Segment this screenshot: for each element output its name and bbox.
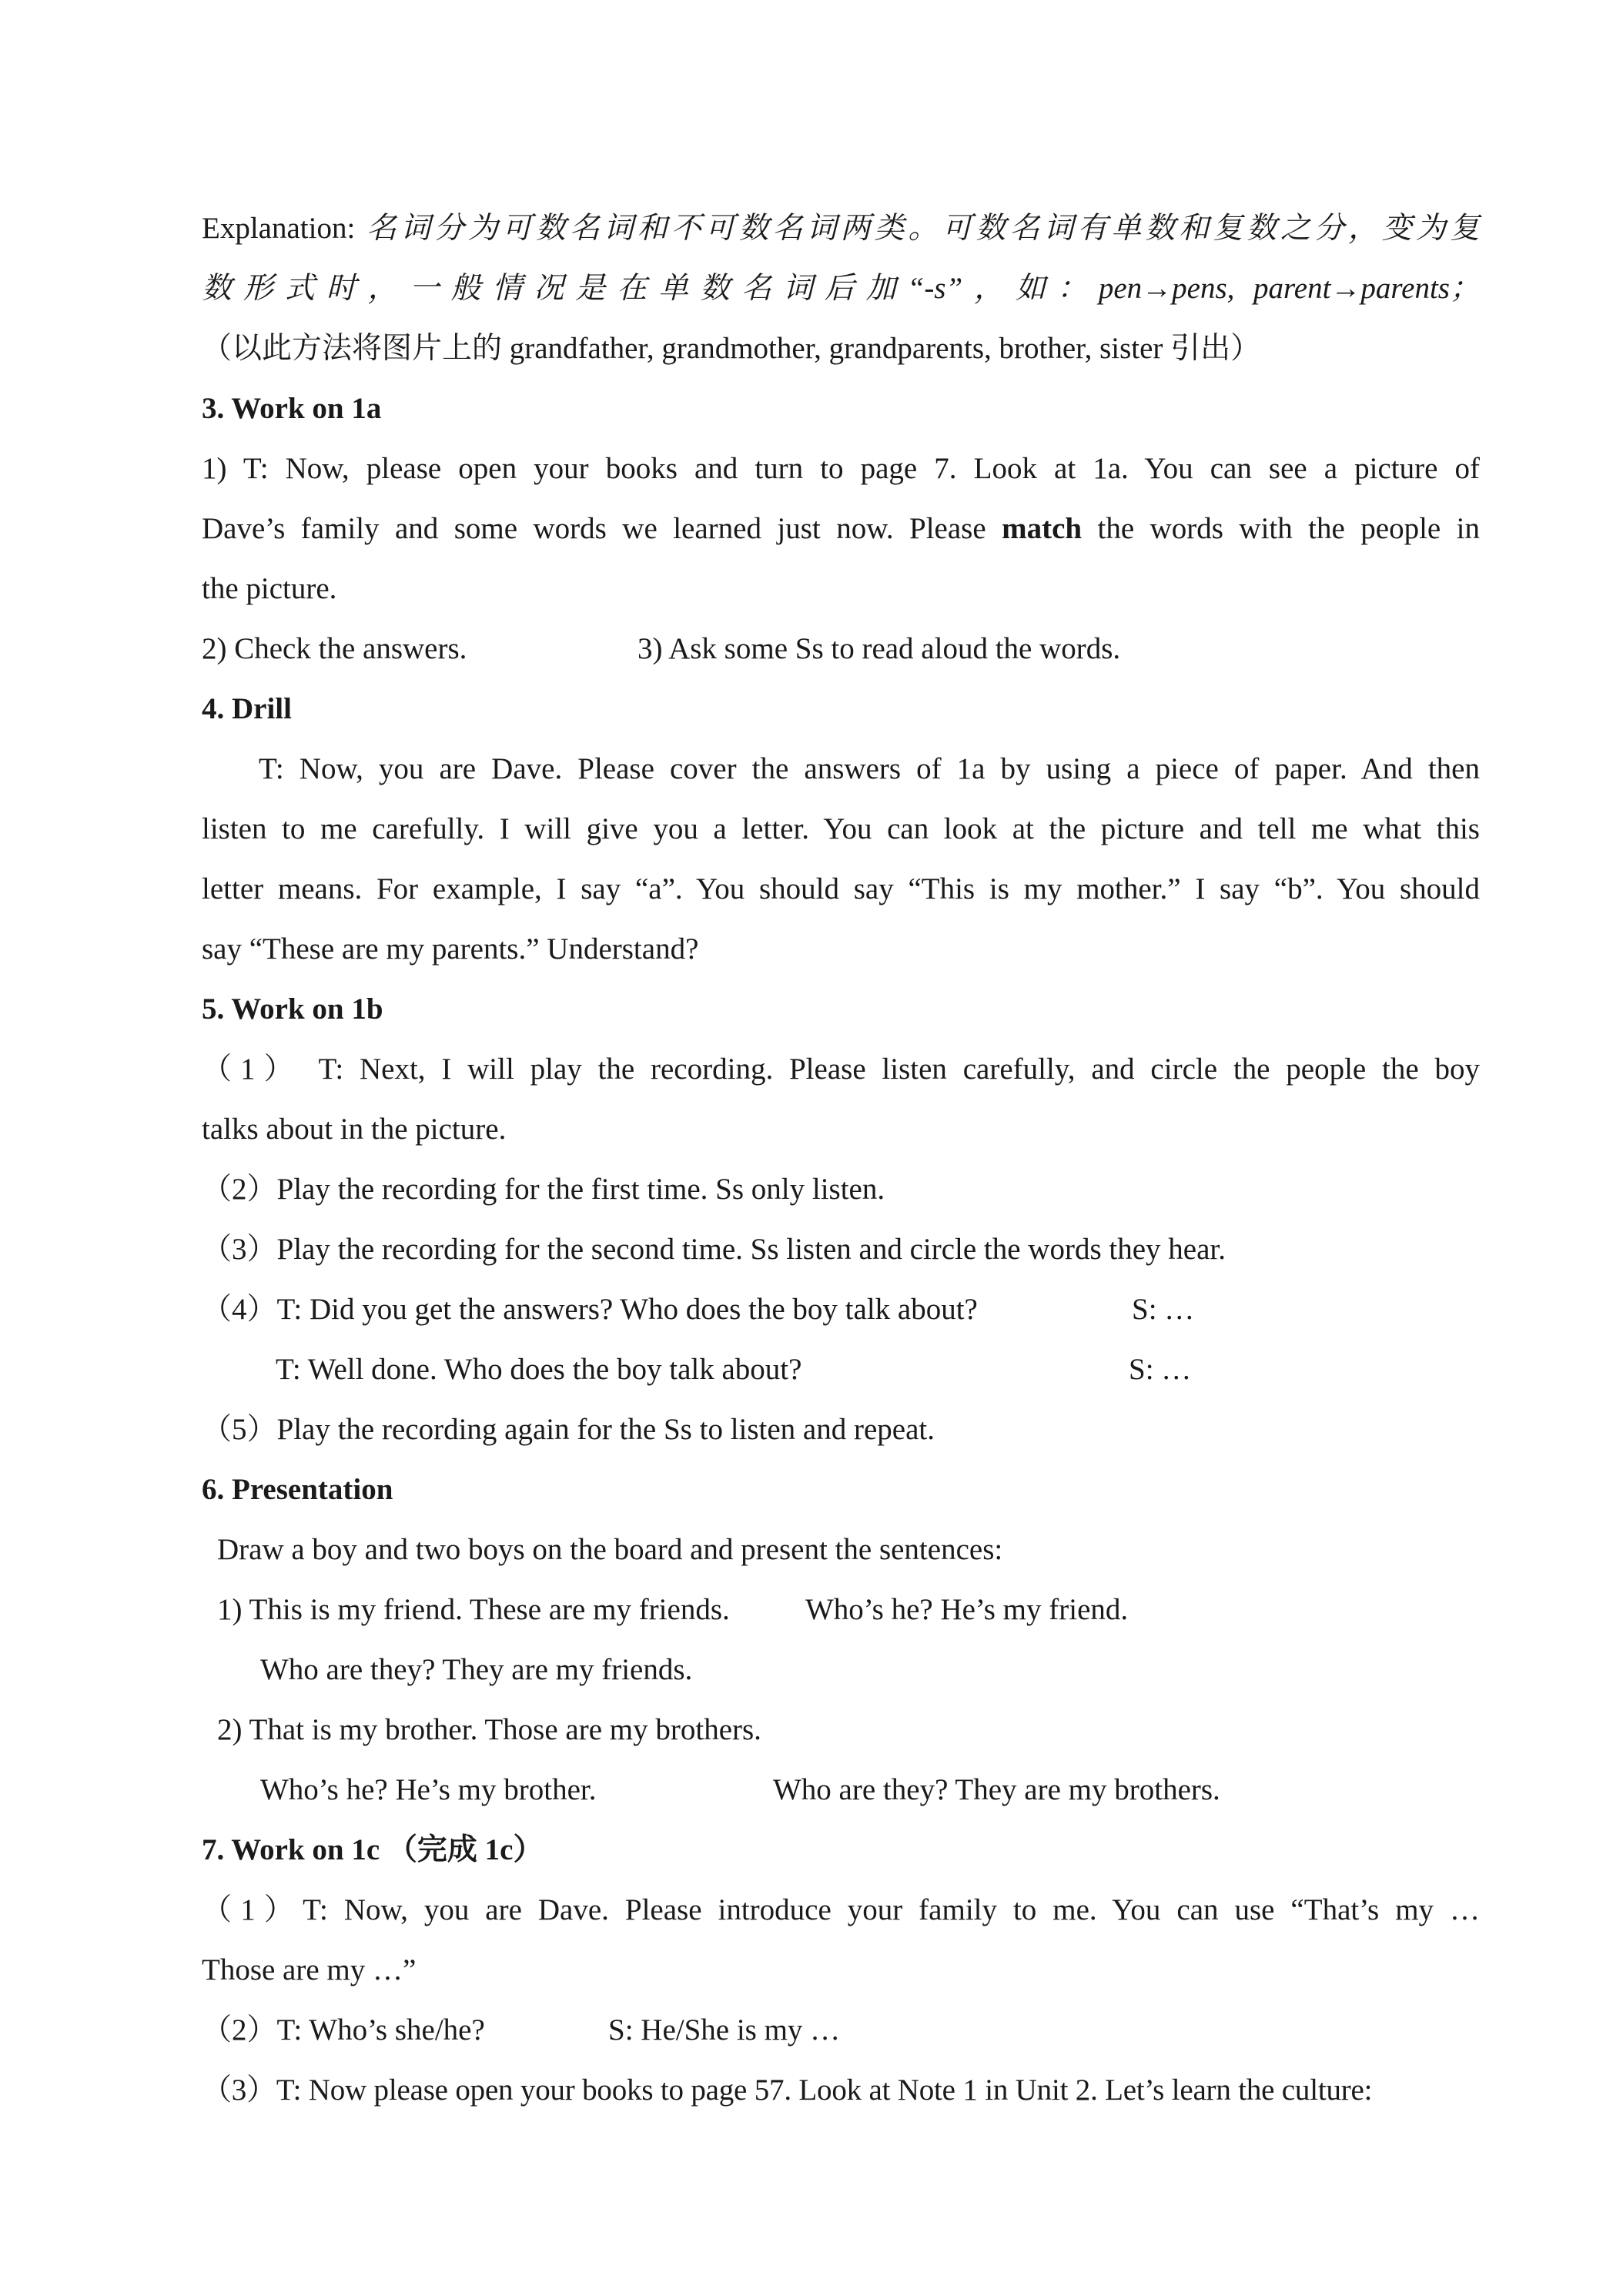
example-sentence: Who are they? They are my brothers. bbox=[773, 1773, 1220, 1806]
explanation-label: Explanation: bbox=[202, 212, 367, 245]
student-answer: S: … bbox=[1129, 1353, 1192, 1386]
teacher-question: T: Well done. Who does the boy talk about? bbox=[276, 1353, 802, 1386]
section-heading-work-on-1c: 7. Work on 1c （完成 1c） bbox=[202, 1833, 544, 1866]
explanation-line-1 bbox=[202, 199, 1480, 259]
paragraph-line: 1) T: Now, please open your books and turn to page 7. Look at 1a. You can see a picture of bbox=[202, 452, 1480, 485]
paragraph-line: the picture. bbox=[202, 572, 337, 605]
explanation-line-2: 数形式时，一般情况是在单数名词后加“-s”，如：pen→pens, parent→parents； bbox=[202, 272, 1480, 305]
list-item: （2）Play the recording for the first time. Ss only listen. bbox=[202, 1173, 885, 1206]
list-item: （3）T: Now please open your books to page 57. Look at Note 1 in Unit 2. Let’s learn the culture: bbox=[202, 2073, 1373, 2107]
text-span: the words with the people in bbox=[1082, 512, 1481, 545]
paragraph-line bbox=[202, 499, 1480, 559]
section-heading-work-on-1a: 3. Work on 1a bbox=[202, 392, 382, 425]
student-answer: S: He/She is my … bbox=[608, 2013, 841, 2047]
student-answer: S: … bbox=[1132, 1293, 1195, 1326]
list-item: （1） T: Next, I will play the recording. Please listen carefully, and circle the people the boy bbox=[202, 1053, 1480, 1086]
list-item: （5）Play the recording again for the Ss to listen and repeat. bbox=[202, 1413, 935, 1446]
step-read-aloud: 3) Ask some Ss to read aloud the words. bbox=[637, 632, 1121, 665]
example-line: 2) That is my brother. Those are my brothers. bbox=[217, 1713, 761, 1746]
list-item-continuation: talks about in the picture. bbox=[202, 1113, 507, 1146]
paragraph-line: say “These are my parents.” Understand? bbox=[202, 932, 699, 966]
list-item: （3）Play the recording for the second time. Ss listen and circle the words they hear. bbox=[202, 1233, 1226, 1266]
bold-word-match: match bbox=[1002, 512, 1083, 545]
list-item-continuation: Those are my …” bbox=[202, 1953, 417, 1986]
paragraph-line: Draw a boy and two boys on the board and present the sentences: bbox=[217, 1533, 1003, 1566]
document-page bbox=[202, 199, 1480, 2120]
example-sentence: Who’s he? He’s my brother. bbox=[260, 1773, 597, 1806]
paragraph-line: T: Now, you are Dave. Please cover the answers of 1a by using a piece of paper. And then bbox=[259, 752, 1480, 785]
section-heading-drill: 4. Drill bbox=[202, 692, 292, 725]
step-check-answers: 2) Check the answers. bbox=[202, 632, 467, 665]
two-column-line bbox=[202, 619, 1480, 679]
section-heading-work-on-1b: 5. Work on 1b bbox=[202, 992, 383, 1026]
explanation-line-3: （以此方法将图片上的 grandfather, grandmother, grandparents, brother, sister 引出） bbox=[202, 332, 1261, 365]
list-item bbox=[202, 1280, 1480, 1340]
list-item: （1）T: Now, you are Dave. Please introduce your family to me. You can use “That’s my … bbox=[202, 1893, 1480, 1926]
paragraph-line: listen to me carefully. I will give you a letter. You can look at the picture and tell me what this bbox=[202, 812, 1480, 845]
list-item-continuation bbox=[202, 1340, 1480, 1400]
teacher-question: （4）T: Did you get the answers? Who does the boy talk about? bbox=[202, 1293, 978, 1326]
section-heading-presentation: 6. Presentation bbox=[202, 1473, 393, 1506]
example-sentence: 1) This is my friend. These are my friends. bbox=[217, 1593, 730, 1626]
example-sentence: Who’s he? He’s my friend. bbox=[805, 1593, 1129, 1626]
example-line bbox=[202, 1580, 1480, 1640]
example-line: Who are they? They are my friends. bbox=[260, 1653, 693, 1686]
teacher-question: （2）T: Who’s she/he? bbox=[202, 2013, 485, 2047]
text-span: Dave’s family and some words we learned just now. Please bbox=[202, 512, 1002, 545]
example-line bbox=[202, 1760, 1480, 1820]
list-item bbox=[202, 2000, 1480, 2060]
paragraph-line: letter means. For example, I say “a”. You should say “This is my mother.” I say “b”. You should bbox=[202, 872, 1480, 905]
explanation-text: 名词分为可数名词和不可数名词两类。可数名词有单数和复数之分，变为复 bbox=[366, 212, 1480, 245]
